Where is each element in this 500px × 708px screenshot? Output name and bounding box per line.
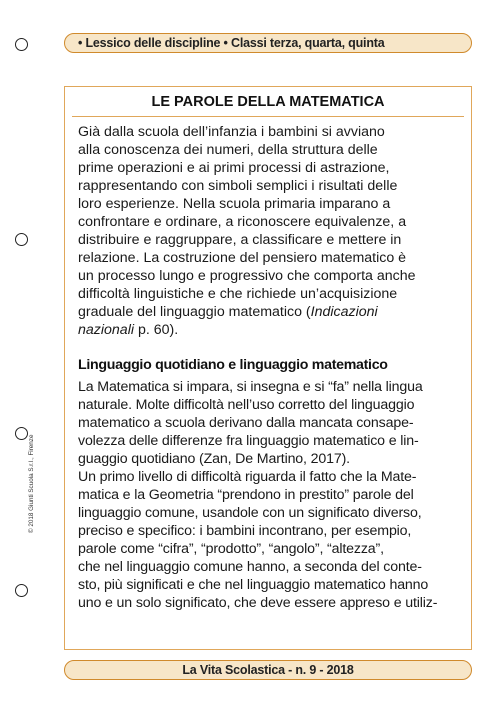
body-paragraph	[78, 378, 462, 612]
text-line: La Matematica si impara, si insegna e si “fa” nella lingua	[78, 379, 423, 395]
text-line: rappresentando con simboli semplici i risultati delle	[78, 178, 398, 194]
citation-title-2: nazionali	[78, 322, 135, 338]
citation-page: p. 60).	[134, 322, 179, 338]
text-line: linguaggio comune, usandole con un significato diverso,	[78, 505, 422, 521]
text-line: matica e la Geometria “prendono in prestito” parole del	[78, 487, 414, 503]
binder-hole-3	[15, 427, 28, 440]
footer-banner	[64, 660, 472, 680]
citation-title: Indicazioni	[310, 304, 378, 320]
text-line: parole come “cifra”, “prodotto”, “angolo”, “altezza”,	[78, 541, 384, 557]
text-line: prime operazioni e ai primi processi di astrazione,	[78, 160, 390, 176]
text-line: volezza delle differenze fra linguaggio matematico e lin-	[78, 433, 419, 449]
text-line: preciso e specifico: i bambini incontrano, per esempio,	[78, 523, 412, 539]
text-line	[78, 321, 462, 339]
text-line: matematico a scuola derivano dalla mancata consape-	[78, 415, 414, 431]
text-line: guaggio quotidiano (Zan, De Martino, 2017).	[78, 451, 350, 467]
binder-hole-4	[15, 584, 28, 597]
intro-paragraph	[78, 123, 462, 339]
text-line: confrontare e ordinare, a riconoscere equivalenze, a	[78, 214, 407, 230]
text-line: relazione. La costruzione del pensiero matematico è	[78, 250, 407, 266]
text-line: Un primo livello di difficoltà riguarda il fatto che la Mate-	[78, 469, 417, 485]
text-line: uno e un solo significato, che deve essere appreso e utiliz-	[78, 595, 438, 611]
text-line: sto, più significati e che nel linguaggio matematico hanno	[78, 577, 429, 593]
footer-banner-text: La Vita Scolastica - n. 9 - 2018	[182, 663, 354, 677]
text-line: alla conoscenza dei numeri, della struttura delle	[78, 142, 378, 158]
text-line: loro esperienze. Nella scuola primaria imparano a	[78, 196, 391, 212]
text-line: naturale. Molte difficoltà nell’uso corretto del linguaggio	[78, 397, 415, 413]
text-line: un processo lungo e progressivo che comporta anche	[78, 268, 416, 284]
text-line	[78, 303, 462, 321]
text-line: distribuire e raggruppare, a classificare e mettere in	[78, 232, 402, 248]
text-line: difficoltà linguistiche e che richiede un’acquisizione	[78, 286, 398, 302]
binder-hole-1	[15, 38, 28, 51]
header-banner-text: • Lessico delle discipline • Classi terza, quarta, quinta	[78, 36, 385, 50]
title-divider	[72, 116, 464, 117]
text-line: che nel linguaggio comune hanno, a seconda del conte-	[78, 559, 422, 575]
copyright-notice: © 2018 Giunti Scuola S.r.l., Firenze	[28, 434, 35, 533]
text-segment: graduale del linguaggio matematico (	[78, 304, 311, 320]
header-banner	[64, 33, 472, 53]
text-line: Già dalla scuola dell’infanzia i bambini si avviano	[78, 124, 385, 140]
section-subheading: Linguaggio quotidiano e linguaggio matematico	[78, 357, 388, 373]
article-title: LE PAROLE DELLA MATEMATICA	[151, 94, 385, 110]
binder-hole-2	[15, 233, 28, 246]
